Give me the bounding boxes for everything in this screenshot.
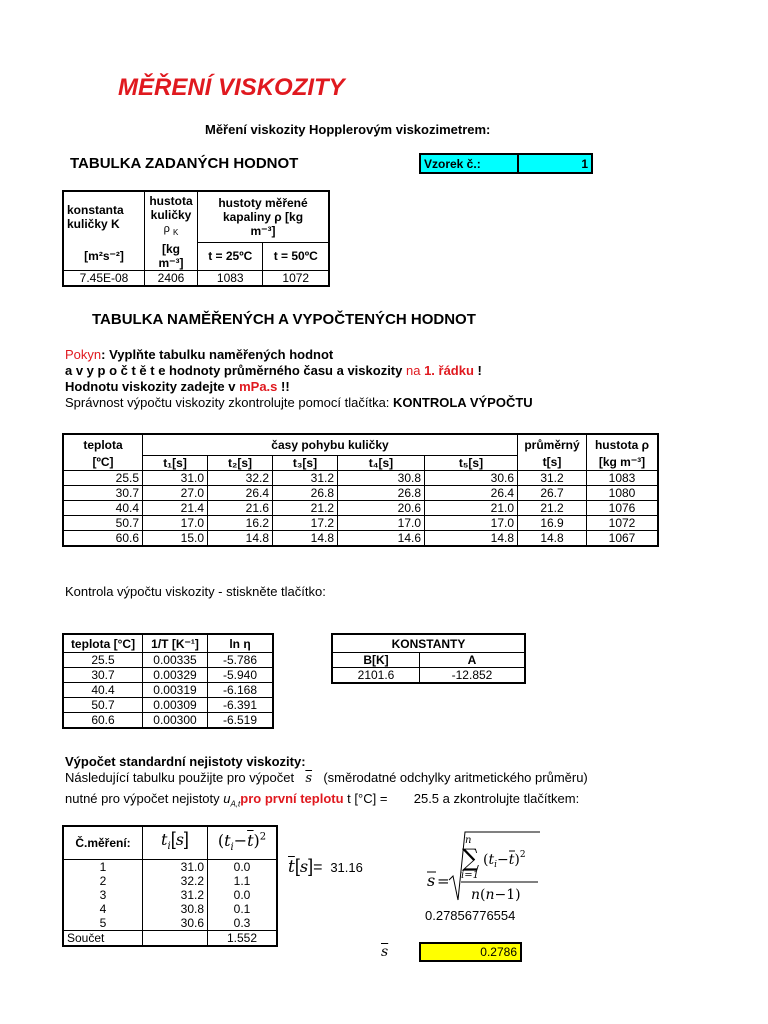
- given-col-k-h2: kuličky K: [67, 217, 120, 231]
- uncertainty-title: Výpočet standardní nejistoty viskozity:: [65, 754, 306, 769]
- sample-label: Vzorek č.:: [420, 154, 518, 173]
- given-rho50-value: 1072: [263, 271, 329, 287]
- measured-cell: 1083: [587, 470, 659, 485]
- constants-b-value: 2101.6: [332, 668, 420, 684]
- given-col-rhok-unit: [kg m⁻³]: [145, 242, 198, 271]
- dev-sum-label: Součet: [63, 931, 143, 947]
- instr-line2b: na: [405, 363, 425, 378]
- measured-cell[interactable]: 15.0: [143, 530, 208, 546]
- given-rhok-value: 2406: [145, 271, 198, 287]
- measured-cell[interactable]: 26.4: [425, 485, 518, 500]
- check-row: [63, 698, 273, 713]
- dev-row: [63, 860, 277, 875]
- measured-table: [62, 433, 659, 547]
- col-avg-unit: t[s]: [518, 455, 587, 470]
- check-row: [63, 653, 273, 668]
- instr-line1: : Vyplňte tabulku naměřených hodnot: [101, 347, 334, 362]
- instr-line2d: !: [473, 363, 482, 378]
- measured-values-header: TABULKA NAMĚŘENÝCH A VYPOČTENÝCH HODNOT: [92, 311, 476, 328]
- instructions: [65, 347, 533, 411]
- instr-line3b: mPa.s: [239, 379, 278, 394]
- page-title: MĚŘENÍ VISKOZITY: [118, 74, 345, 101]
- check-cell: 30.7: [63, 668, 143, 683]
- measured-cell: 50.7: [63, 515, 143, 530]
- s-result-value: 0.2786: [419, 942, 522, 962]
- check-cell: 0.00329: [143, 668, 208, 683]
- given-col-rhok-h1: hustota: [149, 193, 193, 208]
- svg-text:n(n−1): n(n−1): [471, 887, 521, 903]
- dev-row: [63, 888, 277, 902]
- dev-cell: 0.1: [208, 902, 278, 916]
- dev-cell: 0.0: [208, 860, 278, 875]
- dev-row: [63, 916, 277, 931]
- given-col-rho-h3: m⁻³]: [250, 223, 276, 238]
- svg-text:(ti−t)2: $(t_i-t)^2$: [483, 850, 526, 870]
- s-value-long: 0.27856776554: [425, 908, 516, 923]
- instr-line4b: KONTROLA VÝPOČTU: [393, 395, 533, 410]
- check-cell: 50.7: [63, 698, 143, 713]
- col-t1-header: t₁[s]: [143, 455, 208, 470]
- measured-row: [63, 530, 658, 546]
- uncertainty-line2e: a zkontrolujte tlačítkem:: [442, 791, 580, 806]
- given-col-rhok-h3: ρ: [163, 222, 173, 235]
- col-temp-unit: [ºC]: [63, 455, 143, 470]
- uncertainty-line1: [65, 770, 588, 786]
- measured-cell[interactable]: 31.2: [273, 470, 338, 485]
- uncertainty-line2c: t [°C] =: [343, 791, 388, 806]
- measured-row: [63, 500, 658, 515]
- measured-cell[interactable]: 21.0: [425, 500, 518, 515]
- dev-cell: 4: [63, 902, 143, 916]
- check-col-invt-header: 1/T [K⁻¹]: [143, 634, 208, 653]
- measured-cell[interactable]: 16.2: [208, 515, 273, 530]
- uncertainty-temp-value: 25.5: [413, 791, 440, 806]
- col-temp-header: teplota: [63, 434, 143, 455]
- dev-cell: 31.2: [143, 888, 208, 902]
- given-col-rho50-header: t = 50ºC: [263, 242, 329, 271]
- u-symbol: $u_{A,t}$: [223, 791, 241, 809]
- dev-col-dev-header: $(t_i-\overline{t})^2$: [208, 826, 278, 860]
- s-formula: [425, 828, 545, 906]
- dev-row: [63, 874, 277, 888]
- measured-cell: 21.2: [518, 500, 587, 515]
- check-row: [63, 683, 273, 698]
- measured-cell[interactable]: 26.4: [208, 485, 273, 500]
- measured-cell[interactable]: 17.0: [338, 515, 425, 530]
- measured-cell[interactable]: 17.0: [425, 515, 518, 530]
- measured-row: [63, 485, 658, 500]
- given-col-rho-header: [198, 191, 330, 242]
- check-cell: -6.391: [208, 698, 274, 713]
- given-col-rhok-header: [145, 191, 198, 242]
- tbar-value: 31.16: [330, 860, 363, 875]
- dev-cell: 30.8: [143, 902, 208, 916]
- check-cell: -6.519: [208, 713, 274, 729]
- sample-value-input[interactable]: 1: [518, 154, 592, 173]
- given-col-k-header: [63, 191, 145, 242]
- uncertainty-line2b: pro první teplotu: [240, 791, 344, 806]
- measured-cell[interactable]: 14.8: [273, 530, 338, 546]
- measured-cell: 1072: [587, 515, 659, 530]
- constants-a-header: A: [420, 653, 526, 668]
- dev-col-n-header: Č.měření:: [63, 826, 143, 860]
- sample-box: [419, 153, 593, 174]
- col-times-header: časy pohybu kuličky: [143, 434, 518, 455]
- dev-cell: 3: [63, 888, 143, 902]
- dev-cell: 0.0: [208, 888, 278, 902]
- uncertainty-line2: [65, 791, 579, 809]
- pokyn-label: Pokyn: [65, 347, 102, 362]
- dev-cell: 1: [63, 860, 143, 875]
- dev-cell: 1.1: [208, 874, 278, 888]
- check-table: [62, 633, 274, 729]
- given-rho25-value: 1083: [198, 271, 263, 287]
- svg-text:∑: ∑: [462, 844, 480, 872]
- measured-cell: 25.5: [63, 470, 143, 485]
- subtitle: Měření viskozity Hopplerovým viskozimetrem:: [205, 122, 491, 137]
- svg-text:n: n: [465, 835, 472, 846]
- measured-cell: 14.8: [518, 530, 587, 546]
- measured-cell[interactable]: 21.2: [273, 500, 338, 515]
- measured-cell[interactable]: 32.2: [208, 470, 273, 485]
- instr-line3a: Hodnotu viskozity zadejte v: [65, 379, 240, 394]
- measured-cell: 16.9: [518, 515, 587, 530]
- dev-cell: 32.2: [143, 874, 208, 888]
- col-t5-header: t₅[s]: [425, 455, 518, 470]
- dev-sum-empty: [143, 931, 208, 947]
- col-rho-header: hustota ρ: [587, 434, 659, 455]
- check-cell: 0.00335: [143, 653, 208, 668]
- uncertainty-line1b: (směrodatné odchylky aritmetického průměru): [323, 770, 588, 785]
- measured-cell: 1067: [587, 530, 659, 546]
- instr-line2c: 1. řádku: [424, 363, 474, 378]
- svg-text:i=1: i=1: [461, 870, 479, 881]
- measured-cell[interactable]: 21.6: [208, 500, 273, 515]
- constants-a-value: -12.852: [420, 668, 526, 684]
- dev-col-ti-header: $t_i[s]$: [143, 826, 208, 860]
- check-cell: -5.786: [208, 653, 274, 668]
- tbar-formula: $\overline{t}[s]= 31.16$: [288, 856, 363, 877]
- given-col-rho-h2: kapaliny ρ [kg: [222, 209, 304, 224]
- dev-sum-value: 1.552: [208, 931, 278, 947]
- measured-cell[interactable]: 20.6: [338, 500, 425, 515]
- svg-text:=: =: [437, 872, 450, 890]
- check-cell: 60.6: [63, 713, 143, 729]
- check-cell: -6.168: [208, 683, 274, 698]
- given-values-table: [62, 190, 330, 287]
- instr-line3c: !!: [277, 379, 290, 394]
- given-k-value: 7.45E-08: [63, 271, 145, 287]
- col-t2-header: t₂[s]: [208, 455, 273, 470]
- dev-cell: 2: [63, 874, 143, 888]
- check-row: [63, 713, 273, 729]
- col-t4-header: t₄[s]: [338, 455, 425, 470]
- measured-cell[interactable]: 31.0: [143, 470, 208, 485]
- dev-cell: 30.6: [143, 916, 208, 931]
- constants-table: [331, 633, 526, 684]
- measured-cell: 31.2: [518, 470, 587, 485]
- col-avg-header: průměrný: [518, 434, 587, 455]
- given-col-rhok-h3-sub: K: [172, 228, 179, 238]
- check-col-temp-header: teplota [°C]: [63, 634, 143, 653]
- instr-line4a: Správnost výpočtu viskozity zkontrolujte pomocí tlačítka:: [65, 395, 394, 410]
- measured-cell[interactable]: 30.8: [338, 470, 425, 485]
- check-col-lneta-header: ln η: [208, 634, 274, 653]
- measured-cell[interactable]: 14.6: [338, 530, 425, 546]
- deviation-table: [62, 825, 278, 947]
- measured-cell[interactable]: 14.8: [208, 530, 273, 546]
- check-text: Kontrola výpočtu viskozity - stiskněte tlačítko:: [65, 584, 326, 599]
- check-cell: 40.4: [63, 683, 143, 698]
- measured-cell[interactable]: 21.4: [143, 500, 208, 515]
- given-col-k-unit: [m²s⁻²]: [63, 242, 145, 271]
- given-col-rhok-h2: kuličky: [150, 207, 192, 222]
- check-cell: 25.5: [63, 653, 143, 668]
- measured-row: [63, 470, 658, 485]
- measured-cell[interactable]: 30.6: [425, 470, 518, 485]
- measured-cell: 1080: [587, 485, 659, 500]
- dev-row: [63, 902, 277, 916]
- measured-row: [63, 515, 658, 530]
- given-col-k-h1: konstanta: [67, 203, 124, 217]
- svg-text:s: s: [427, 871, 436, 890]
- col-rho-unit: [kg m⁻³]: [587, 455, 659, 470]
- check-cell: 0.00300: [143, 713, 208, 729]
- check-row: [63, 668, 273, 683]
- check-cell: -5.940: [208, 668, 274, 683]
- dev-cell: 31.0: [143, 860, 208, 875]
- uncertainty-line2a: nutné pro výpočet nejistoty: [65, 791, 224, 806]
- check-cell: 0.00319: [143, 683, 208, 698]
- dev-cell: 5: [63, 916, 143, 931]
- check-cell: 0.00309: [143, 698, 208, 713]
- measured-cell: 60.6: [63, 530, 143, 546]
- measured-cell: 26.7: [518, 485, 587, 500]
- given-values-header: TABULKA ZADANÝCH HODNOT: [70, 155, 299, 172]
- dev-cell: 0.3: [208, 916, 278, 931]
- s-bar-result-symbol: $\overline{s}$: [381, 944, 389, 960]
- measured-cell[interactable]: 17.0: [143, 515, 208, 530]
- measured-cell: 40.4: [63, 500, 143, 515]
- measured-cell[interactable]: 17.2: [273, 515, 338, 530]
- measured-cell[interactable]: 26.8: [338, 485, 425, 500]
- measured-cell[interactable]: 26.8: [273, 485, 338, 500]
- uncertainty-line1a: Následující tabulku použijte pro výpočet: [65, 770, 295, 785]
- measured-cell: 1076: [587, 500, 659, 515]
- constants-title: KONSTANTY: [332, 634, 525, 653]
- measured-cell: 30.7: [63, 485, 143, 500]
- given-col-rho-h1: hustoty měřené: [218, 195, 308, 210]
- measured-cell[interactable]: 27.0: [143, 485, 208, 500]
- measured-cell[interactable]: 14.8: [425, 530, 518, 546]
- s-bar-symbol: $\overline{s}$: [305, 771, 313, 786]
- instr-line2a: a v y p o č t ě t e hodnoty průměrného času a viskozity: [65, 363, 406, 378]
- constants-b-header: B[K]: [332, 653, 420, 668]
- given-col-rho25-header: t = 25ºC: [198, 242, 263, 271]
- col-t3-header: t₃[s]: [273, 455, 338, 470]
